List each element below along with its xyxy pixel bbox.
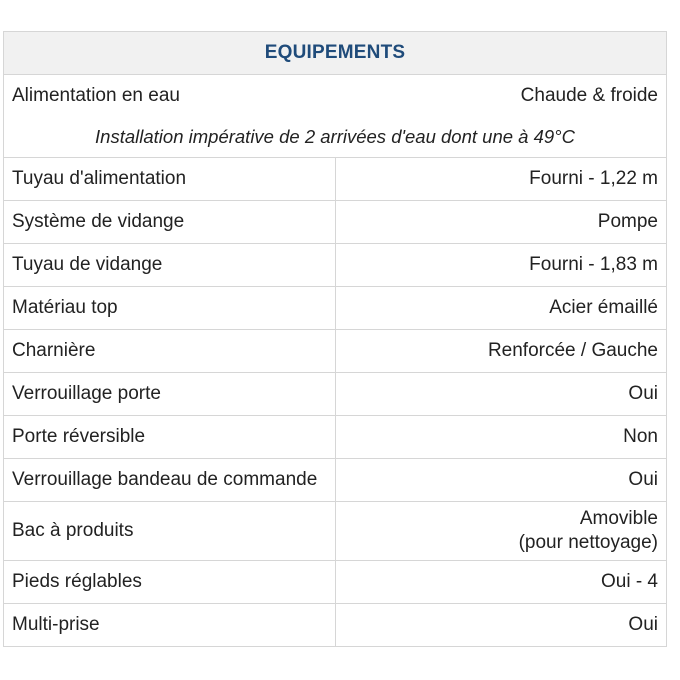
table-row	[4, 561, 667, 604]
row-label: Bac à produits	[4, 502, 336, 561]
row-value: Pompe	[335, 201, 667, 244]
row-label: Système de vidange	[4, 201, 336, 244]
table-row	[4, 373, 667, 416]
row-label: Charnière	[4, 330, 336, 373]
table-row	[4, 502, 667, 561]
row-label: Pieds réglables	[4, 561, 336, 604]
row-value: Renforcée / Gauche	[335, 330, 667, 373]
table-row	[4, 330, 667, 373]
row-label: Multi-prise	[4, 604, 336, 647]
row-label: Alimentation en eau	[4, 75, 336, 118]
row-value-line: Amovible	[579, 508, 658, 529]
table-row	[4, 201, 667, 244]
row-value: Oui	[335, 459, 667, 502]
row-label: Matériau top	[4, 287, 336, 330]
table-row	[4, 287, 667, 330]
row-label: Porte réversible	[4, 416, 336, 459]
row-value-line: (pour nettoyage)	[518, 532, 658, 553]
row-value: Oui	[335, 604, 667, 647]
table-row-water-note	[4, 117, 667, 158]
row-label: Tuyau de vidange	[4, 244, 336, 287]
row-label: Tuyau d'alimentation	[4, 158, 336, 201]
row-label: Verrouillage porte	[4, 373, 336, 416]
row-value: Oui - 4	[335, 561, 667, 604]
table-row	[4, 604, 667, 647]
row-label: Verrouillage bandeau de commande	[4, 459, 336, 502]
table-title: EQUIPEMENTS	[4, 32, 667, 75]
equipment-spec-table	[3, 31, 667, 647]
row-value: Non	[335, 416, 667, 459]
row-value: Fourni - 1,22 m	[335, 158, 667, 201]
installation-note: Installation impérative de 2 arrivées d'eau dont une à 49°C	[4, 117, 667, 158]
row-value: Chaude & froide	[335, 75, 667, 118]
table-row	[4, 158, 667, 201]
row-value: Fourni - 1,83 m	[335, 244, 667, 287]
row-value: Acier émaillé	[335, 287, 667, 330]
table-row	[4, 416, 667, 459]
table-row	[4, 244, 667, 287]
row-value: Oui	[335, 373, 667, 416]
row-value	[335, 502, 667, 561]
table-row-water-supply	[4, 75, 667, 118]
table-row	[4, 459, 667, 502]
